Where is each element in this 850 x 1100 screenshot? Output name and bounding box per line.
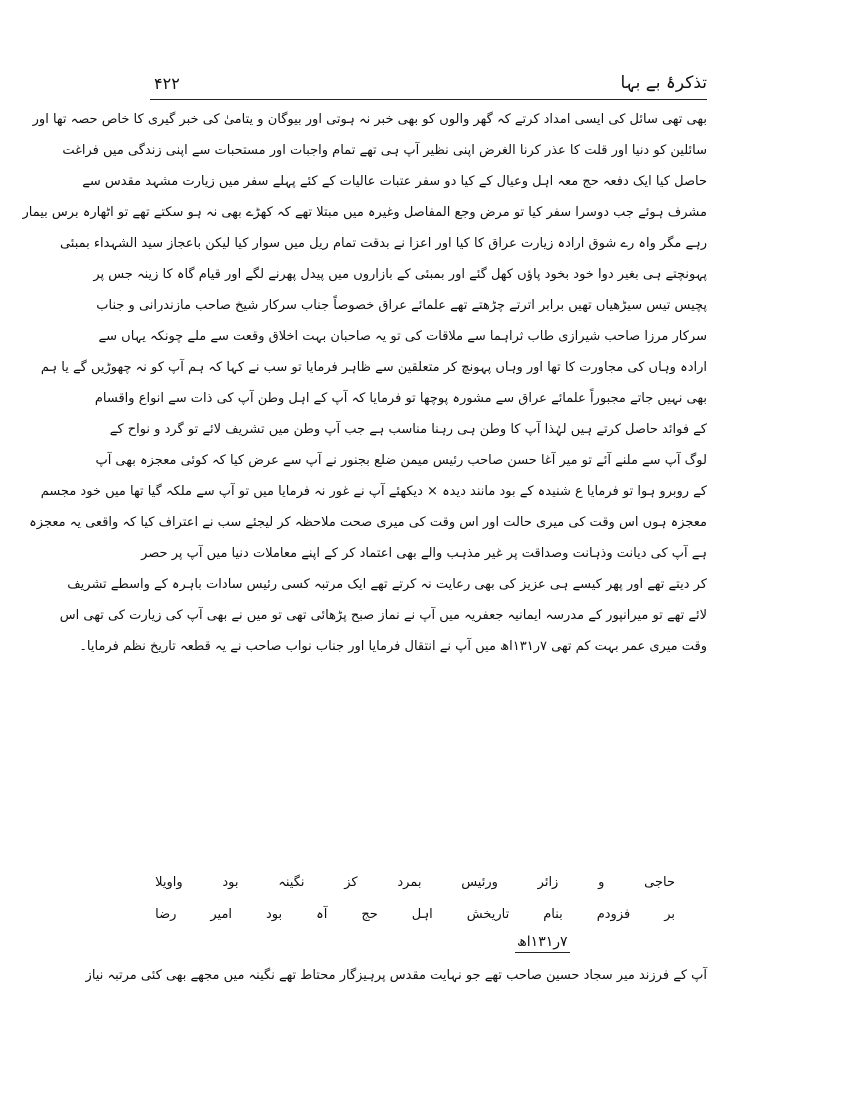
verse-word: ورئیس [461, 875, 498, 890]
text-line: ہے آپ کی دیانت وذہانت وصداقت پر غیر مذہب والے بھی اعتماد کر کے اپنے معاملات دنیا میں آپ پر حصر [141, 546, 707, 561]
verse-word: امیر [210, 907, 233, 922]
page-header [150, 64, 707, 104]
verse-block [155, 868, 675, 932]
text-line: مشرف ہوئے جب دوسرا سفر کیا تو مرض وجع المفاصل وغیرہ میں مبتلا تھے کہ کھڑے بھی نہ ہو سکتے تھے تو اٹھارہ برس بیمار [22, 205, 707, 220]
text-line: کے روبرو ہوا تو فرمایا ع شنیدہ کے بود مانند دیدہ × دیکھئے آپ نے غور نہ فرمایا میں تو آپ سے ملکہ گیا تھا میں خود مجسم [40, 484, 707, 499]
text-line: بھی نہیں جاتے مجبوراً علمائے عراق سے مشورہ پوچھا تو فرمایا کہ آپ کے اہل وطن آپ کی ذات سے انواع واقسام [94, 391, 707, 406]
text-line: رہے مگر واہ رے شوق ارادہ زیارت عراق کا کیا اور اعزا نے بدقت تمام ریل میں سوار کیا لیکن باعجاز سید الشہداء بمبئی [59, 236, 707, 251]
text-line: پہونچتے ہی بغیر دوا خود بخود پاؤں کھل گئے اور بمبئی کے بازاروں میں پیدل پھرنے لگے اور قیام گاہ کا زینہ جس پر [93, 267, 707, 282]
verse-word: حاجی [644, 875, 675, 890]
text-line: کے فوائد حاصل کرتے ہیں لہٰذا آپ کا وطن ہی رہنا مناسب ہے جب آپ وطن میں تشریف لائے تو گرد و نواح کے [109, 422, 707, 437]
verse-word: بمرد [397, 875, 422, 890]
verse-word: بر [664, 907, 675, 922]
verse-word: نگینہ [278, 875, 305, 890]
text-line: ارادہ وہاں کی مجاورت کا تھا اور وہاں پہونچ کر متعلقین سے ظاہر فرمایا تو سب نے کہا کہ ہم آپ کو نہ چھوڑیں گے یا ہم [40, 360, 707, 375]
verse-word: کز [344, 875, 358, 890]
verse-word: رضا [155, 907, 177, 922]
text-line: لائے تھے تو میرانپور کے مدرسہ ایمانیہ جعفریہ میں آپ نے نماز صبح پڑھائی تھی تو میں نے بھی آپ کی زیارت کی تھی اس [59, 608, 707, 623]
verse-word: آہ [316, 907, 328, 922]
text-line: وقت میری عمر بہت کم تھی ۷ر۱۳۱اھ میں آپ نے انتقال فرمایا اور جناب نواب صاحب نے یہ قطعہ تاریخ نظم فرمایا۔ [79, 639, 707, 654]
verse-word: بود [266, 907, 283, 922]
text-line: کر دیتے تھے اور پھر کیسے ہی عزیز کی بھی رعایت نہ کرتے تھے ایک مرتبہ کسی رئیس سادات باہرہ کے واسطے تشریف [67, 577, 707, 592]
verse-word: فزودم [596, 907, 631, 922]
verse-word: حج [361, 907, 378, 922]
text-line: حاصل کیا ایک دفعہ حج معہ اہل وعیال کے کیا دو سفر عتبات عالیات کے کئے پہلے سفر میں زیارت مشہد مقدس سے [82, 174, 707, 189]
verse-word: تاریخش [466, 907, 510, 922]
verse-word: بود [222, 875, 239, 890]
running-title: تذکرۂ بے بہا [620, 73, 707, 93]
text-line: سرکار مرزا صاحب شیرازی طاب ثراہما سے ملاقات کی تو یہ صاحبان بہت اخلاق وقعت سے ملے چونکہ یہاں سے [98, 329, 707, 344]
verse-row-1 [155, 868, 675, 898]
text-line: آپ کے فرزند میر سجاد حسین صاحب تھے جو نہایت مقدس پرہیزگار محتاط تھے نگینہ میں مجھے بھی کئی مرتبہ نیاز [85, 968, 707, 983]
verse-word: زائر [537, 875, 559, 890]
text-line: لوگ آپ سے ملنے آئے تو میر آغا حسن صاحب رئیس میمن ضلع بجنور نے آپ سے عرض کیا کہ کوئی معجزہ بھی آپ [95, 453, 707, 468]
header-rule [150, 99, 707, 100]
text-line: بھی تھی سائل کی ایسی امداد کرتے کہ گھر والوں کو بھی خبر نہ ہوتی اور بیوگان و یتامیٰ کی خبر گیری کا خاص حصہ تھا اور [32, 112, 707, 127]
text-line: معجزہ ہوں اس وقت کی میری حالت اور اس وقت کی میری صحت ملاحظہ کر لیجئے سب نے اعتراف کیا کہ واقعی یہ معجزہ [29, 515, 707, 530]
verse-word: اہل [411, 907, 433, 922]
page-number: ۴۲۲ [154, 74, 180, 93]
hijri-year: ۷ر۱۳۱اھ [515, 934, 570, 953]
verse-row-2 [155, 900, 675, 930]
verse-word: و [598, 875, 605, 890]
body-text [22, 104, 707, 662]
text-line: پچیس تیس سیڑھیاں تھیں برابر اترتے چڑھتے تھے علمائے عراق خصوصاً جناب سرکار شیخ صاحب مازندرانی و جناب [96, 298, 707, 313]
text-line: سائلین کو دنیا اور قلت کا عذر کرنا الغرض اپنی نظیر آپ ہی تھے تمام واجبات اور مستحبات سے اپنی زندگی میں فراغت [62, 143, 707, 158]
verse-word: بنام [543, 907, 563, 922]
verse-word: واویلا [155, 875, 183, 890]
